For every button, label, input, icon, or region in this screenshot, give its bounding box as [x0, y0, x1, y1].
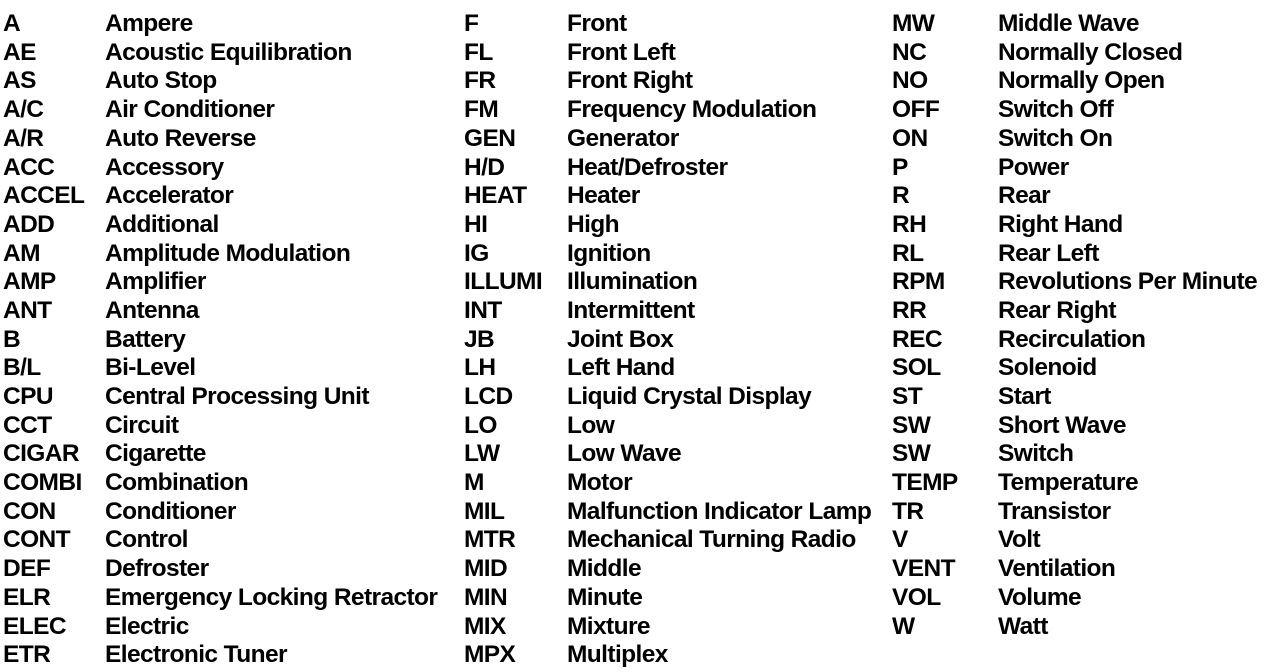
- abbreviation-meaning: Motor: [567, 469, 633, 497]
- abbreviation-term: IG: [464, 239, 489, 267]
- abbreviation-term: ACCEL: [3, 182, 85, 210]
- abbreviation-entry: [464, 641, 871, 670]
- abbreviation-meaning: Switch Off: [998, 96, 1114, 124]
- abbreviation-meaning: Front Left: [567, 38, 676, 66]
- abbreviation-entry: [3, 39, 437, 68]
- abbreviation-entry: [3, 526, 437, 555]
- abbreviation-meaning: Rear Right: [998, 296, 1116, 324]
- abbreviation-meaning: Front: [567, 10, 627, 38]
- abbreviation-term: MIL: [464, 497, 505, 525]
- abbreviation-term: AM: [3, 239, 40, 267]
- abbreviation-entry: [3, 240, 437, 269]
- abbreviation-term: CON: [3, 497, 56, 525]
- abbreviation-meaning: Switch On: [998, 124, 1113, 152]
- abbreviation-entry: [892, 498, 1257, 527]
- abbreviation-meaning: Left Hand: [567, 354, 675, 382]
- abbreviation-meaning: Transistor: [998, 497, 1111, 525]
- abbreviation-entry: [892, 440, 1257, 469]
- abbreviation-meaning: Low: [567, 411, 615, 439]
- abbreviation-term: AMP: [3, 268, 56, 296]
- abbreviation-entry: [892, 96, 1257, 125]
- abbreviation-meaning: Cigarette: [105, 440, 206, 468]
- abbreviation-meaning: Ignition: [567, 239, 651, 267]
- abbreviation-term: RH: [892, 210, 927, 238]
- abbreviation-meaning: Frequency Modulation: [567, 96, 817, 124]
- abbreviation-term: OFF: [892, 96, 940, 124]
- abbreviation-term: LCD: [464, 383, 513, 411]
- abbreviation-meaning: Heat/Defroster: [567, 153, 728, 181]
- abbreviation-entry: [3, 555, 437, 584]
- abbreviation-entry: [464, 268, 871, 297]
- abbreviation-entry: [892, 555, 1257, 584]
- abbreviation-term: FL: [464, 38, 493, 66]
- abbreviation-meaning: Malfunction Indicator Lamp: [567, 497, 872, 525]
- abbreviation-meaning: Circuit: [105, 411, 179, 439]
- abbreviation-column-1: [3, 10, 437, 670]
- abbreviation-meaning: Middle Wave: [998, 10, 1139, 38]
- abbreviation-meaning: Front Right: [567, 67, 693, 95]
- abbreviation-entry: [464, 326, 871, 355]
- abbreviation-entry: [892, 268, 1257, 297]
- abbreviation-term: MPX: [464, 641, 516, 669]
- abbreviation-term: ANT: [3, 296, 52, 324]
- abbreviation-term: H/D: [464, 153, 505, 181]
- abbreviation-term: A/C: [3, 96, 44, 124]
- abbreviation-entry: [464, 10, 871, 39]
- abbreviation-entry: [464, 383, 871, 412]
- abbreviation-term: RPM: [892, 268, 945, 296]
- abbreviation-meaning: Electronic Tuner: [105, 641, 287, 669]
- abbreviation-entry: [464, 440, 871, 469]
- abbreviation-entry: [892, 67, 1257, 96]
- abbreviation-term: TR: [892, 497, 924, 525]
- abbreviation-meaning: Rear: [998, 182, 1051, 210]
- abbreviation-term: NC: [892, 38, 927, 66]
- abbreviation-entry: [3, 326, 437, 355]
- abbreviation-meaning: Volt: [998, 526, 1041, 554]
- abbreviation-term: AE: [3, 38, 36, 66]
- abbreviation-entry: [464, 240, 871, 269]
- abbreviation-term: B/L: [3, 354, 41, 382]
- abbreviation-entry: [3, 96, 437, 125]
- abbreviation-meaning: Switch: [998, 440, 1074, 468]
- abbreviation-entry: [464, 526, 871, 555]
- abbreviation-meaning: Intermittent: [567, 296, 695, 324]
- abbreviation-term: A/R: [3, 124, 44, 152]
- abbreviation-term: MTR: [464, 526, 516, 554]
- abbreviation-term: R: [892, 182, 910, 210]
- abbreviation-entry: [3, 125, 437, 154]
- abbreviation-entry: [892, 153, 1257, 182]
- abbreviation-meaning: Auto Stop: [105, 67, 217, 95]
- abbreviation-meaning: Amplitude Modulation: [105, 239, 351, 267]
- abbreviation-entry: [464, 125, 871, 154]
- abbreviation-term: CONT: [3, 526, 71, 554]
- abbreviation-term: INT: [464, 296, 502, 324]
- abbreviation-meaning: Low Wave: [567, 440, 682, 468]
- abbreviation-term: CCT: [3, 411, 52, 439]
- abbreviation-meaning: High: [567, 210, 620, 238]
- abbreviation-entry: [892, 412, 1257, 441]
- abbreviation-entry: [3, 498, 437, 527]
- abbreviation-entry: [3, 440, 437, 469]
- abbreviation-entry: [464, 469, 871, 498]
- abbreviation-entry: [892, 326, 1257, 355]
- abbreviation-entry: [464, 297, 871, 326]
- abbreviation-entry: [3, 211, 437, 240]
- abbreviation-term: REC: [892, 325, 942, 353]
- abbreviation-entry: [892, 39, 1257, 68]
- abbreviation-meaning: Joint Box: [567, 325, 674, 353]
- abbreviation-entry: [892, 211, 1257, 240]
- abbreviation-entry: [3, 354, 437, 383]
- abbreviation-column-2: [464, 10, 871, 670]
- abbreviation-term: VOL: [892, 583, 941, 611]
- abbreviation-term: TEMP: [892, 469, 958, 497]
- abbreviation-meaning: Amplifier: [105, 268, 206, 296]
- abbreviation-meaning: Volume: [998, 583, 1082, 611]
- abbreviation-term: AS: [3, 67, 36, 95]
- abbreviation-term: P: [892, 153, 908, 181]
- abbreviation-term: ST: [892, 383, 923, 411]
- abbreviation-term: FR: [464, 67, 496, 95]
- abbreviation-term: JB: [464, 325, 495, 353]
- abbreviation-term: MW: [892, 10, 935, 38]
- abbreviation-meaning: Watt: [998, 612, 1048, 640]
- abbreviation-meaning: Bi-Level: [105, 354, 196, 382]
- abbreviation-meaning: Antenna: [105, 296, 199, 324]
- abbreviation-term: W: [892, 612, 915, 640]
- abbreviation-column-3: [892, 10, 1257, 641]
- abbreviation-meaning: Ampere: [105, 10, 193, 38]
- abbreviation-meaning: Normally Open: [998, 67, 1165, 95]
- abbreviation-term: SOL: [892, 354, 941, 382]
- abbreviation-entry: [892, 526, 1257, 555]
- abbreviation-meaning: Multiplex: [567, 641, 668, 669]
- abbreviation-meaning: Additional: [105, 210, 219, 238]
- abbreviation-entry: [3, 182, 437, 211]
- abbreviation-meaning: Solenoid: [998, 354, 1097, 382]
- abbreviation-entry: [464, 498, 871, 527]
- abbreviation-entry: [892, 612, 1257, 641]
- abbreviation-meaning: Emergency Locking Retractor: [105, 583, 438, 611]
- abbreviation-meaning: Short Wave: [998, 411, 1126, 439]
- abbreviation-term: NO: [892, 67, 928, 95]
- abbreviation-meaning: Right Hand: [998, 210, 1123, 238]
- abbreviation-entry: [3, 469, 437, 498]
- abbreviation-meaning: Battery: [105, 325, 186, 353]
- abbreviation-term: HEAT: [464, 182, 527, 210]
- abbreviation-term: ACC: [3, 153, 55, 181]
- abbreviation-meaning: Conditioner: [105, 497, 236, 525]
- abbreviation-meaning: Minute: [567, 583, 643, 611]
- abbreviation-term: ADD: [3, 210, 55, 238]
- abbreviation-meaning: Ventilation: [998, 555, 1116, 583]
- abbreviation-meaning: Mixture: [567, 612, 650, 640]
- abbreviation-meaning: Revolutions Per Minute: [998, 268, 1258, 296]
- abbreviation-term: HI: [464, 210, 488, 238]
- abbreviation-meaning: Auto Reverse: [105, 124, 256, 152]
- abbreviation-entry: [3, 67, 437, 96]
- abbreviation-meaning: Liquid Crystal Display: [567, 383, 812, 411]
- abbreviation-entry: [3, 297, 437, 326]
- abbreviation-term: SW: [892, 440, 931, 468]
- abbreviation-meaning: Accelerator: [105, 182, 234, 210]
- abbreviation-term: DEF: [3, 555, 51, 583]
- abbreviation-term: A: [3, 10, 21, 38]
- abbreviation-term: RR: [892, 296, 927, 324]
- abbreviation-entry: [892, 182, 1257, 211]
- abbreviation-entry: [892, 297, 1257, 326]
- abbreviation-meaning: Rear Left: [998, 239, 1099, 267]
- abbreviation-entry: [3, 153, 437, 182]
- abbreviation-entry: [3, 612, 437, 641]
- abbreviation-entry: [892, 354, 1257, 383]
- abbreviation-term: MIX: [464, 612, 506, 640]
- abbreviation-meaning: Normally Closed: [998, 38, 1183, 66]
- abbreviation-meaning: Middle: [567, 555, 641, 583]
- abbreviation-meaning: Temperature: [998, 469, 1138, 497]
- abbreviation-entry: [892, 125, 1257, 154]
- abbreviation-term: FM: [464, 96, 499, 124]
- abbreviation-term: LW: [464, 440, 500, 468]
- abbreviation-entry: [3, 641, 437, 670]
- abbreviation-term: F: [464, 10, 479, 38]
- abbreviation-entry: [892, 469, 1257, 498]
- abbreviation-term: VENT: [892, 555, 955, 583]
- abbreviation-entry: [892, 240, 1257, 269]
- abbreviation-meaning: Heater: [567, 182, 640, 210]
- abbreviation-meaning: Power: [998, 153, 1069, 181]
- abbreviation-entry: [464, 211, 871, 240]
- abbreviation-entry: [464, 555, 871, 584]
- abbreviation-meaning: Accessory: [105, 153, 224, 181]
- abbreviation-entry: [892, 10, 1257, 39]
- abbreviation-entry: [3, 584, 437, 613]
- abbreviation-entry: [892, 383, 1257, 412]
- abbreviation-term: CIGAR: [3, 440, 79, 468]
- abbreviation-entry: [892, 584, 1257, 613]
- abbreviation-meaning: Mechanical Turning Radio: [567, 526, 856, 554]
- abbreviation-entry: [3, 10, 437, 39]
- abbreviation-entry: [464, 584, 871, 613]
- abbreviation-term: MID: [464, 555, 508, 583]
- abbreviation-entry: [3, 268, 437, 297]
- abbreviation-entry: [464, 39, 871, 68]
- abbreviation-meaning: Electric: [105, 612, 189, 640]
- abbreviation-term: ELEC: [3, 612, 66, 640]
- abbreviation-entry: [464, 412, 871, 441]
- abbreviation-entry: [464, 354, 871, 383]
- abbreviation-term: ETR: [3, 641, 51, 669]
- abbreviation-term: MIN: [464, 583, 508, 611]
- abbreviation-term: GEN: [464, 124, 516, 152]
- abbreviation-entry: [3, 383, 437, 412]
- abbreviation-entry: [464, 153, 871, 182]
- abbreviation-meaning: Start: [998, 383, 1051, 411]
- abbreviation-term: ILLUMI: [464, 268, 543, 296]
- abbreviation-meaning: Control: [105, 526, 188, 554]
- abbreviation-term: ON: [892, 124, 928, 152]
- abbreviation-meaning: Generator: [567, 124, 679, 152]
- abbreviation-term: ELR: [3, 583, 51, 611]
- abbreviation-meaning: Combination: [105, 469, 249, 497]
- abbreviation-meaning: Central Processing Unit: [105, 383, 369, 411]
- abbreviation-meaning: Illumination: [567, 268, 698, 296]
- abbreviation-meaning: Acoustic Equilibration: [105, 38, 352, 66]
- abbreviation-term: COMBI: [3, 469, 82, 497]
- abbreviation-term: B: [3, 325, 21, 353]
- abbreviation-entry: [3, 412, 437, 441]
- abbreviation-term: RL: [892, 239, 924, 267]
- abbreviation-meaning: Recirculation: [998, 325, 1146, 353]
- abbreviation-term: CPU: [3, 383, 53, 411]
- abbreviation-term: M: [464, 469, 484, 497]
- abbreviation-term: LH: [464, 354, 496, 382]
- abbreviation-entry: [464, 96, 871, 125]
- abbreviation-meaning: Air Conditioner: [105, 96, 275, 124]
- abbreviation-term: SW: [892, 411, 931, 439]
- abbreviation-meaning: Defroster: [105, 555, 209, 583]
- abbreviation-entry: [464, 67, 871, 96]
- abbreviation-entry: [464, 612, 871, 641]
- abbreviation-term: LO: [464, 411, 497, 439]
- abbreviation-term: V: [892, 526, 908, 554]
- abbreviation-entry: [464, 182, 871, 211]
